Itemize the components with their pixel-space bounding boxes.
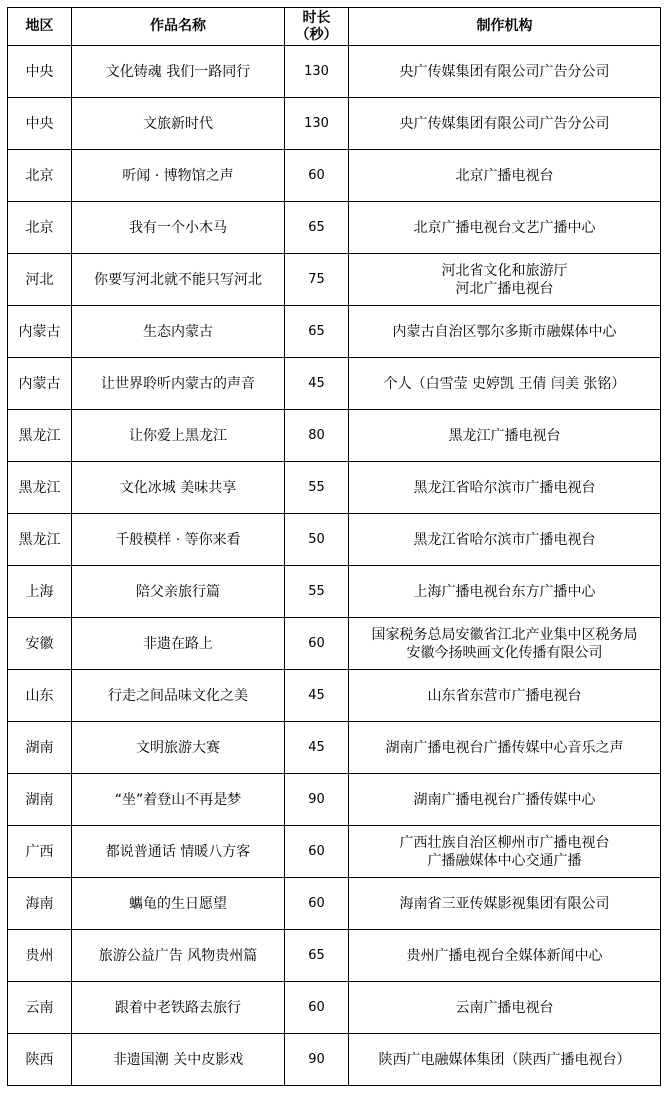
- cell-duration: 65: [285, 306, 349, 358]
- table-row: [8, 566, 661, 618]
- cell-title: 我有一个小木马: [72, 202, 285, 254]
- table-row: [8, 774, 661, 826]
- cell-organization: [349, 46, 661, 98]
- table-row: [8, 982, 661, 1034]
- cell-organization: [349, 462, 661, 514]
- cell-duration: 60: [285, 878, 349, 930]
- table-row: [8, 930, 661, 982]
- cell-organization: [349, 618, 661, 670]
- cell-region: 内蒙古: [8, 306, 72, 358]
- cell-title: 听闻 · 博物馆之声: [72, 150, 285, 202]
- cell-duration: 60: [285, 618, 349, 670]
- cell-region: 湖南: [8, 722, 72, 774]
- table-row: [8, 670, 661, 722]
- cell-title: 都说普通话 情暖八方客: [72, 826, 285, 878]
- table-row: [8, 514, 661, 566]
- cell-duration: 60: [285, 982, 349, 1034]
- organization-line: 内蒙古自治区鄂尔多斯市融媒体中心: [392, 323, 617, 340]
- organization-line: 央广传媒集团有限公司广告分公司: [399, 115, 610, 132]
- cell-region: 中央: [8, 98, 72, 150]
- cell-region: 河北: [8, 254, 72, 306]
- cell-organization: [349, 150, 661, 202]
- organization-line: 黑龙江省哈尔滨市广播电视台: [413, 479, 596, 496]
- table-row: [8, 1034, 661, 1086]
- cell-region: 北京: [8, 202, 72, 254]
- cell-title: 文化冰城 美味共享: [72, 462, 285, 514]
- cell-duration: 55: [285, 566, 349, 618]
- cell-region: 黑龙江: [8, 462, 72, 514]
- cell-duration: 45: [285, 670, 349, 722]
- cell-title: “坐”着登山不再是梦: [72, 774, 285, 826]
- organization-line: 黑龙江广播电视台: [448, 427, 561, 444]
- table-row: [8, 410, 661, 462]
- cell-region: 北京: [8, 150, 72, 202]
- table-row: [8, 722, 661, 774]
- cell-title: 旅游公益广告 风物贵州篇: [72, 930, 285, 982]
- cell-region: 贵州: [8, 930, 72, 982]
- works-table: [7, 7, 661, 1086]
- cell-title: 非遗国潮 关中皮影戏: [72, 1034, 285, 1086]
- organization-line: 黑龙江省哈尔滨市广播电视台: [413, 531, 596, 548]
- organization-line: 北京广播电视台: [455, 167, 554, 184]
- table-row: [8, 618, 661, 670]
- cell-organization: [349, 254, 661, 306]
- header-duration-line1: 时长: [302, 9, 331, 26]
- cell-region: 湖南: [8, 774, 72, 826]
- organization-line: 个人（白雪莹 史婷凯 王倩 闫美 张铭）: [383, 375, 626, 392]
- header-title: 作品名称: [72, 8, 285, 46]
- table-row: [8, 878, 661, 930]
- cell-duration: 130: [285, 98, 349, 150]
- organization-line: 北京广播电视台文艺广播中心: [413, 219, 596, 236]
- cell-region: 云南: [8, 982, 72, 1034]
- cell-title: 生态内蒙古: [72, 306, 285, 358]
- cell-organization: [349, 982, 661, 1034]
- header-row: [8, 8, 661, 46]
- cell-organization: [349, 358, 661, 410]
- cell-organization: [349, 306, 661, 358]
- cell-duration: 80: [285, 410, 349, 462]
- cell-duration: 60: [285, 150, 349, 202]
- organization-line: 云南广播电视台: [455, 999, 554, 1016]
- cell-region: 黑龙江: [8, 514, 72, 566]
- cell-title: 蠵龟的生日愿望: [72, 878, 285, 930]
- cell-title: 文化铸魂 我们一路同行: [72, 46, 285, 98]
- cell-organization: [349, 826, 661, 878]
- cell-duration: 60: [285, 826, 349, 878]
- cell-duration: 75: [285, 254, 349, 306]
- cell-title: 文明旅游大赛: [72, 722, 285, 774]
- organization-line: 安徽今扬映画文化传播有限公司: [406, 644, 603, 661]
- cell-title: 让你爱上黑龙江: [72, 410, 285, 462]
- organization-line: 湖南广播电视台广播传媒中心: [413, 791, 596, 808]
- cell-region: 上海: [8, 566, 72, 618]
- cell-region: 陕西: [8, 1034, 72, 1086]
- table-header: [8, 8, 661, 46]
- cell-title: 让世界聆听内蒙古的声音: [72, 358, 285, 410]
- header-organization: 制作机构: [349, 8, 661, 46]
- cell-region: 中央: [8, 46, 72, 98]
- table-row: [8, 826, 661, 878]
- cell-duration: 55: [285, 462, 349, 514]
- header-duration-line2: （秒）: [295, 26, 338, 43]
- cell-duration: 65: [285, 202, 349, 254]
- cell-title: 千般模样 · 等你来看: [72, 514, 285, 566]
- cell-organization: [349, 878, 661, 930]
- organization-line: 湖南广播电视台广播传媒中心音乐之声: [385, 739, 624, 756]
- organization-line: 广播融媒体中心交通广播: [427, 852, 582, 869]
- table-row: [8, 150, 661, 202]
- organization-line: 央广传媒集团有限公司广告分公司: [399, 63, 610, 80]
- cell-region: 安徽: [8, 618, 72, 670]
- cell-organization: [349, 566, 661, 618]
- organization-line: 山东省东营市广播电视台: [427, 687, 582, 704]
- organization-line: 广西壮族自治区柳州市广播电视台: [399, 834, 610, 851]
- cell-duration: 90: [285, 774, 349, 826]
- cell-organization: [349, 410, 661, 462]
- cell-organization: [349, 514, 661, 566]
- cell-organization: [349, 930, 661, 982]
- cell-duration: 90: [285, 1034, 349, 1086]
- cell-title: 文旅新时代: [72, 98, 285, 150]
- table-row: [8, 202, 661, 254]
- cell-organization: [349, 98, 661, 150]
- cell-region: 广西: [8, 826, 72, 878]
- header-duration: [285, 8, 349, 46]
- table-body: [8, 46, 661, 1086]
- table-row: [8, 254, 661, 306]
- table-row: [8, 46, 661, 98]
- cell-region: 黑龙江: [8, 410, 72, 462]
- cell-organization: [349, 774, 661, 826]
- cell-title: 陪父亲旅行篇: [72, 566, 285, 618]
- cell-organization: [349, 722, 661, 774]
- cell-duration: 130: [285, 46, 349, 98]
- cell-organization: [349, 202, 661, 254]
- table-row: [8, 358, 661, 410]
- cell-region: 海南: [8, 878, 72, 930]
- organization-line: 海南省三亚传媒影视集团有限公司: [399, 895, 610, 912]
- organization-line: 陕西广电融媒体集团（陕西广播电视台）: [378, 1051, 631, 1068]
- cell-title: 非遗在路上: [72, 618, 285, 670]
- cell-title: 你要写河北就不能只写河北: [72, 254, 285, 306]
- cell-duration: 45: [285, 722, 349, 774]
- cell-title: 行走之间品味文化之美: [72, 670, 285, 722]
- cell-title: 跟着中老铁路去旅行: [72, 982, 285, 1034]
- table-row: [8, 306, 661, 358]
- organization-line: 上海广播电视台东方广播中心: [413, 583, 596, 600]
- cell-duration: 45: [285, 358, 349, 410]
- works-table-container: [7, 7, 661, 1086]
- cell-organization: [349, 1034, 661, 1086]
- cell-region: 内蒙古: [8, 358, 72, 410]
- organization-line: 贵州广播电视台全媒体新闻中心: [406, 947, 603, 964]
- cell-region: 山东: [8, 670, 72, 722]
- cell-organization: [349, 670, 661, 722]
- cell-duration: 65: [285, 930, 349, 982]
- organization-line: 河北省文化和旅游厅: [441, 262, 568, 279]
- header-region: 地区: [8, 8, 72, 46]
- organization-line: 国家税务总局安徽省江北产业集中区税务局: [371, 626, 638, 643]
- table-row: [8, 98, 661, 150]
- organization-line: 河北广播电视台: [455, 280, 554, 297]
- table-row: [8, 462, 661, 514]
- cell-duration: 50: [285, 514, 349, 566]
